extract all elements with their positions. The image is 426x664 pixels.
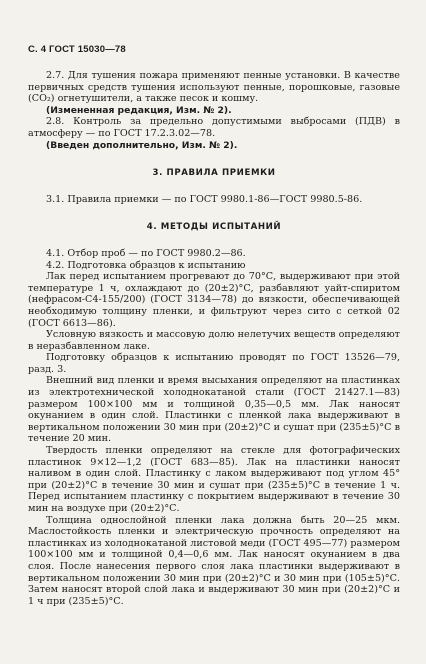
- section-4-title: 4. МЕТОДЫ ИСПЫТАНИЙ: [146, 222, 282, 233]
- document-body: [28, 70, 400, 607]
- page-header: С. 4 ГОСТ 15030—78: [28, 44, 126, 55]
- paragraph-4-2-preparation: Лак перед испытанием прогревают до 70°С, выдерживают при этой температуре 1 ч, охлаждают до (20±2)°С, разбавляют уайт-спиритом (нефрасом-С4-155/200) (ГОСТ 3134—78) до вязкости, обеспечивающей необходимую толщину пленки, и фильтруют через сито с сеткой 02 (ГОСТ 6613—86).: [28, 271, 400, 329]
- paragraph-4-2-viscosity: Условную вязкость и массовую долю нелетучих веществ определяют в неразбавленном лаке.: [28, 329, 400, 352]
- paragraph-4-2-hardness: Твердость пленки определяют на стекле для фотографических пластинок 9×12—1,2 (ГОСТ 683—85). Лак на пластинки наносят наливом в один слой. Пластинку с лаком выдерживают под углом 45° при (20±2)°С в течение 30 мин и сушат при (235±5)°С в течение 1 ч. Перед испытанием пластинку с покрытием выдерживают в течение 30 мин на воздухе при (20±2)°С.: [28, 445, 400, 514]
- paragraph-4-1: 4.1. Отбор проб — по ГОСТ 9980.2—86.: [46, 247, 246, 259]
- section-3-title: 3. ПРАВИЛА ПРИЕМКИ: [152, 168, 276, 179]
- paragraph-4-2-sample-prep: Подготовку образцов к испытанию проводят по ГОСТ 13526—79, разд. 3.: [28, 352, 400, 375]
- paragraph-4-2-thickness: Толщина однослойной пленки лака должна быть 20—25 мкм. Маслостойкость пленки и электрическую прочность определяют на пластинках из холоднокатаной листовой меди (ГОСТ 495—77) размером 100×100 мм и толщиной 0,4—0,6 мм. Лак наносят окунанием в два слоя. После нанесения первого слоя лака пластинки выдерживают в вертикальном положении 30 мин при (20±2)°С и 30 мин при (105±5)°С. Затем наносят второй слой лака и выдерживают 30 мин при (20±2)°С и 1 ч при (235±5)°С.: [28, 514, 400, 607]
- amendment-note-2-8: (Введен дополнительно, Изм. № 2).: [46, 139, 238, 151]
- paragraph-2-8: 2.8. Контроль за предельно допустимыми выбросами (ПДВ) в атмосферу — по ГОСТ 17.2.3.02—78.: [28, 116, 400, 139]
- paragraph-4-2-appearance: Внешний вид пленки и время высыхания определяют на пластинках из электротехнической холоднокатаной стали (ГОСТ 21427.1—83) размером 100×100 мм и толщиной 0,35—0,5 мм. Лак наносят окунанием в один слой. Пластинки с пленкой лака выдерживают в вертикальном положении 30 мин при (20±2)°С и сушат при (235±5)°С в течение 20 мин.: [28, 375, 400, 445]
- paragraph-2-7: 2.7. Для тушения пожара применяют пенные установки. В качестве первичных средств тушения используют пенные, порошковые, газовые (CO₂) огнетушители, а также песок и кошму.: [28, 70, 400, 105]
- paragraph-3-1: 3.1. Правила приемки — по ГОСТ 9980.1-86—ГОСТ 9980.5-86.: [46, 193, 363, 205]
- paragraph-4-2-title: 4.2. Подготовка образцов к испытанию: [46, 259, 246, 271]
- amendment-note-2-7: (Измененная редакция, Изм. № 2).: [46, 104, 232, 116]
